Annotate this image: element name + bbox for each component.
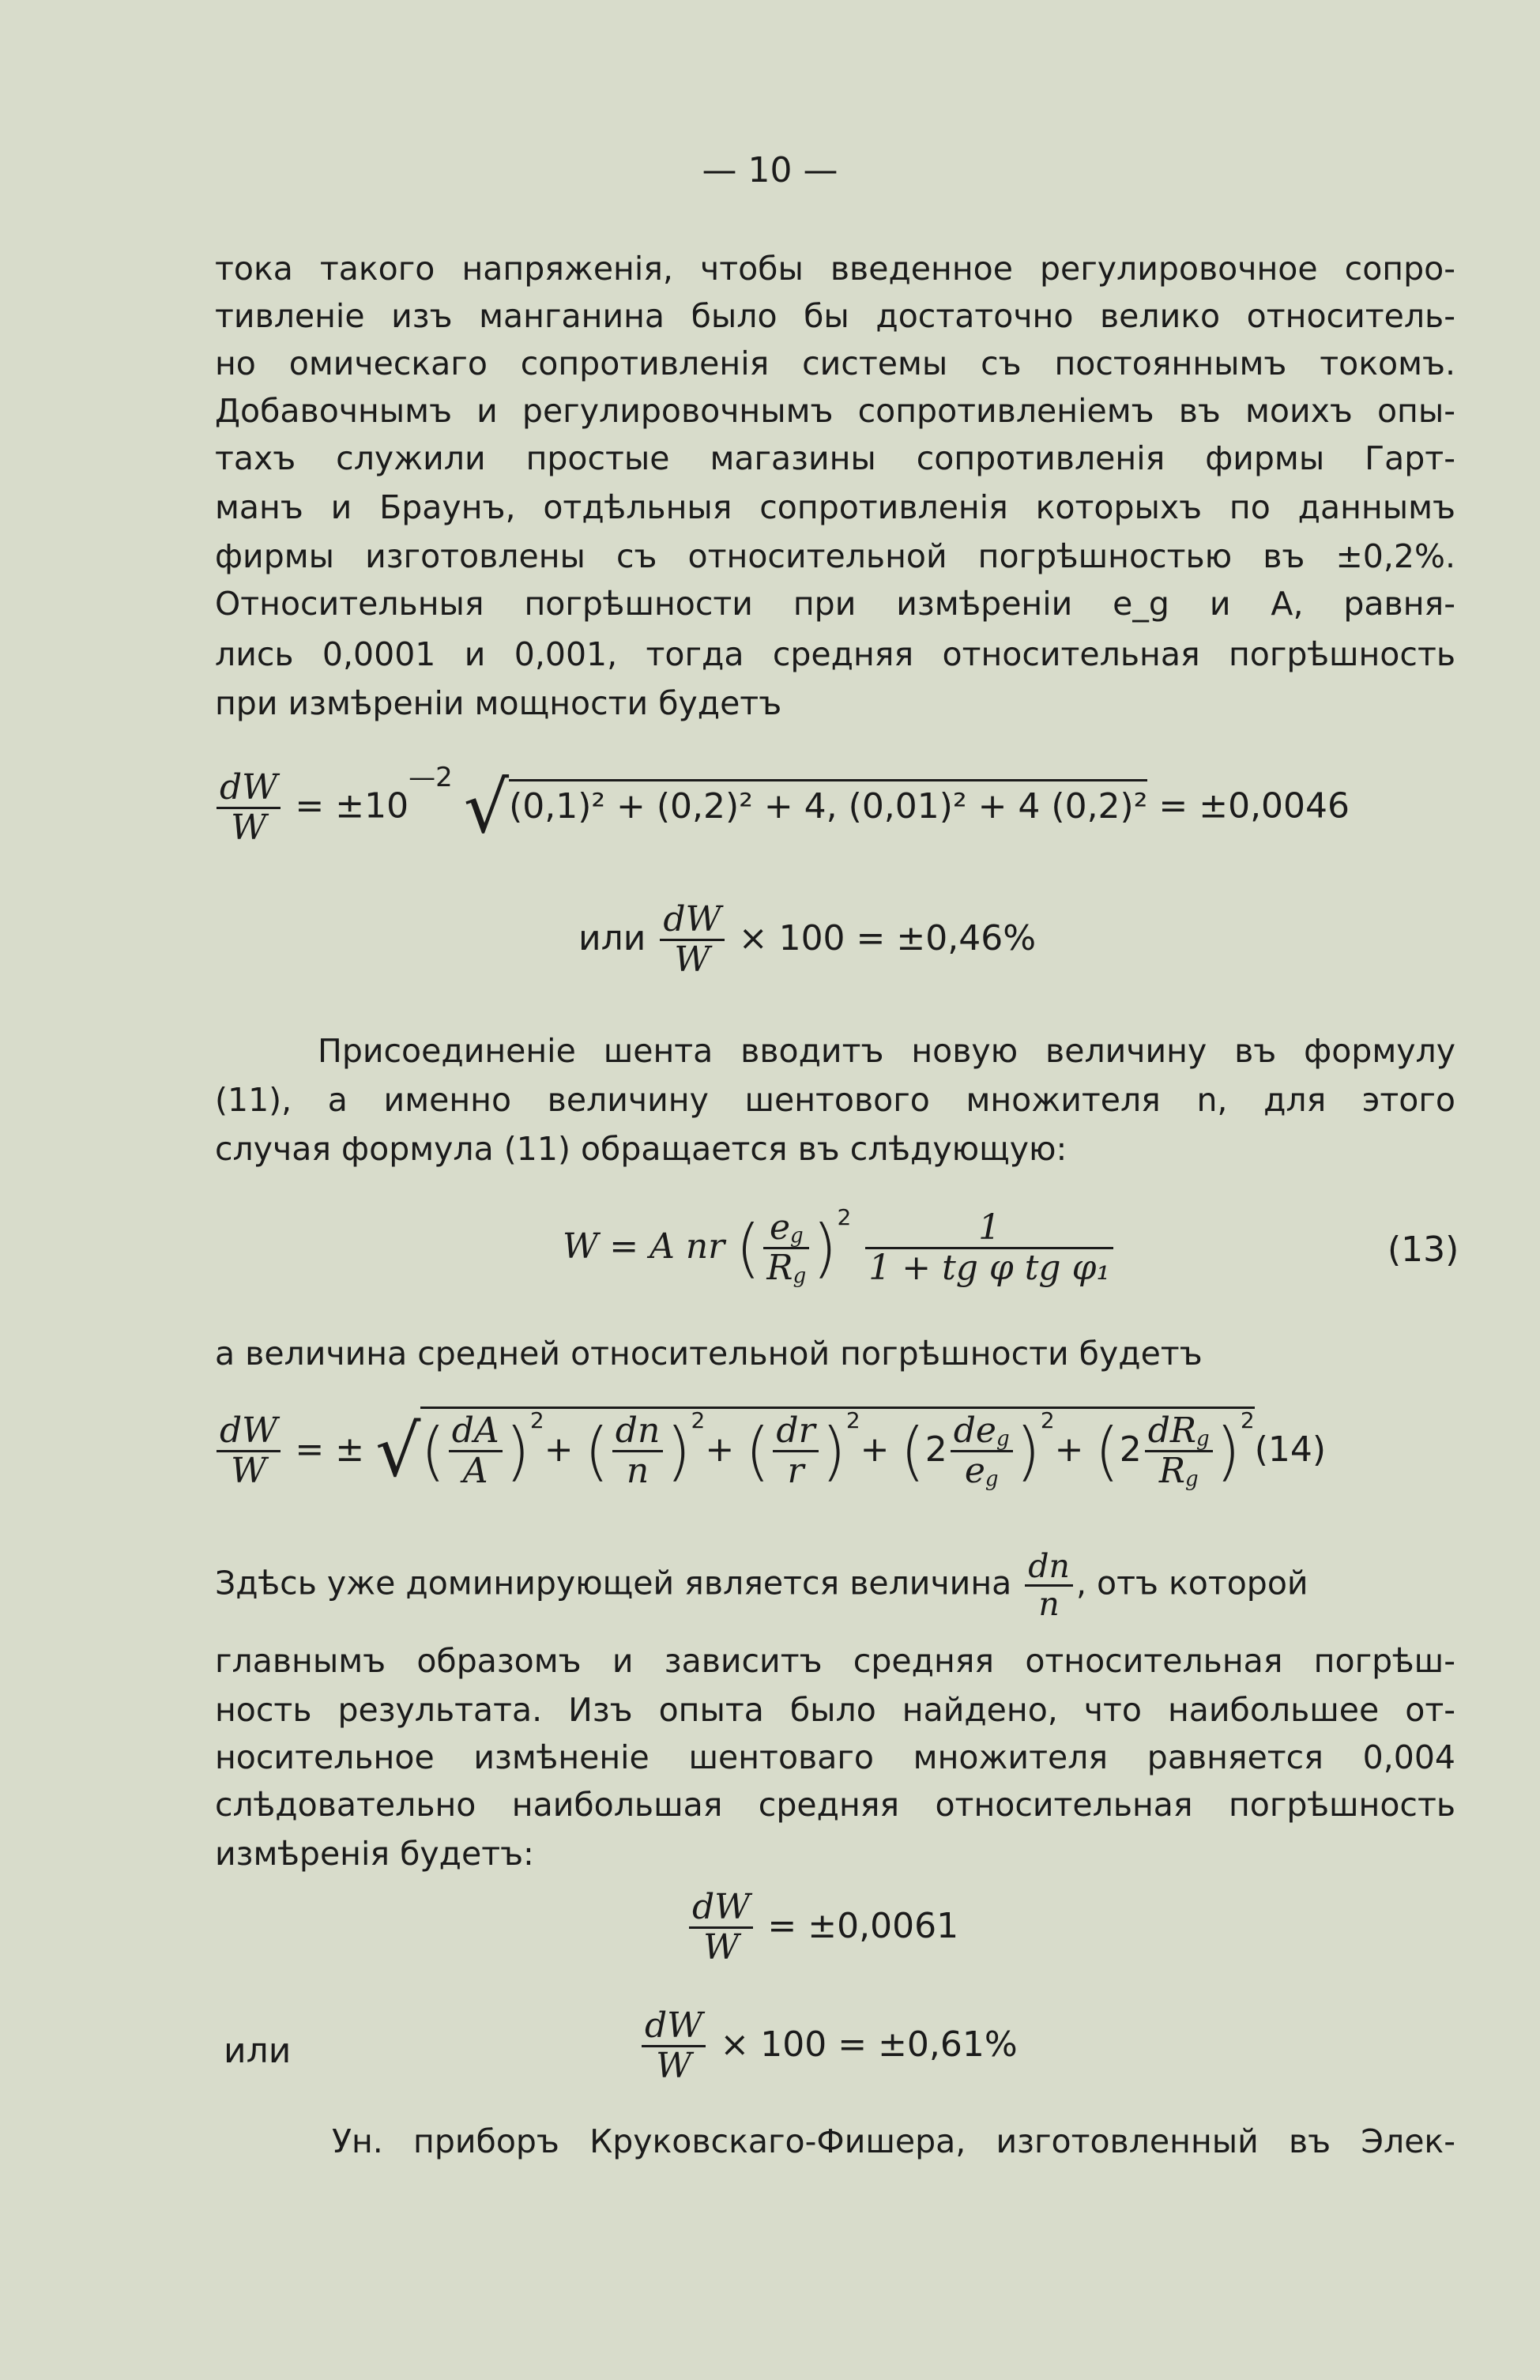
text-line: а величина средней относительной погрѣшности будетъ: [215, 1335, 1203, 1373]
text-line: ность результата. Изъ опыта было найдено, что наибольшее от-: [215, 1691, 1455, 1729]
equation-16: $\frac{dW}{W}$ × 100 = ±0,61%: [638, 2007, 1018, 2086]
text-line: носительное измѣненіе шентоваго множителя равняется 0,004: [215, 1738, 1455, 1776]
text-line: тока такого напряженія, чтобы введенное регулировочное сопро-: [215, 250, 1455, 288]
equation-1: $\frac{dW}{W}$ = $\pm 10^{—2}$ √(0,1)² + (0,2)² + 4, (0,01)² + 4 (0,2)² = ±0,0046: [213, 766, 1350, 849]
text-line: лись 0,0001 и 0,001, тогда средняя относительная погрѣшность: [215, 635, 1455, 673]
equation-13: W = A nr ( $\frac{eg}{Rg}$ )$^2$ $\frac{1}{\text{1 + tg φ tg φ₁}}$: [563, 1209, 1116, 1288]
page-number: — 10 —: [702, 150, 838, 190]
text-line: главнымъ образомъ и зависитъ средняя относительная погрѣш-: [215, 1642, 1455, 1680]
text-line: фирмы изготовлены съ относительной погрѣшностью въ ±0,2%.: [215, 537, 1455, 575]
equation-16-word: или: [224, 2031, 292, 2071]
text-line: слѣдовательно наибольшая средняя относительная погрѣшность: [215, 1786, 1455, 1824]
equation-2: или $\frac{dW}{W}$ × 100 = ±0,46%: [578, 899, 1037, 981]
text-line: Добавочнымъ и регулировочнымъ сопротивленіемъ въ моихъ опы-: [215, 392, 1455, 430]
text-line: при измѣреніи мощности будетъ: [215, 684, 782, 722]
equation-label: (13): [1388, 1230, 1459, 1270]
text-line: Ун. приборъ Круковскаго-Фишера, изготовленный въ Элек-: [332, 2122, 1455, 2160]
equation-15: $\frac{dW}{W}$ = ±0,0061: [686, 1889, 958, 1968]
text-line: Относительныя погрѣшности при измѣреніи e_g и A, равня-: [215, 585, 1455, 623]
text-line: случая формула (11) обращается въ слѣдующую:: [215, 1130, 1067, 1168]
text-line: но омическаго сопротивленія системы съ постояннымъ токомъ.: [215, 345, 1455, 382]
text-line: манъ и Браунъ, отдѣльныя сопротивленія которыхъ по даннымъ: [215, 488, 1455, 526]
text-line: измѣренія будетъ:: [215, 1835, 534, 1873]
text-line: тахъ служили простые магазины сопротивленія фирмы Гарт-: [215, 439, 1455, 477]
equation-14: $\frac{dW}{W}$ = ± √( $\frac{dA}{A}$ )$^2$+ ( $\frac{dn}{n}$ )$^2$+ ( $\frac{dr}{r}$ )$^2$+ (2 $\frac{\text{deg}}{eg}$ )$^2$+ (2 $\frac{\text{dRg}}{Rg}$ )$^2$(14): [213, 1407, 1326, 1493]
text-line: тивленіе изъ манганина было бы достаточно велико относитель-: [215, 297, 1455, 335]
text-line: (11), а именно величину шентового множителя n, для этого: [215, 1081, 1455, 1119]
text-line: Присоединеніе шента вводитъ новую величину въ формулу: [318, 1032, 1455, 1070]
text-line: Здѣсь уже доминирующей является величина $\frac{dn}{n}$ , отъ которой: [215, 1547, 1308, 1624]
